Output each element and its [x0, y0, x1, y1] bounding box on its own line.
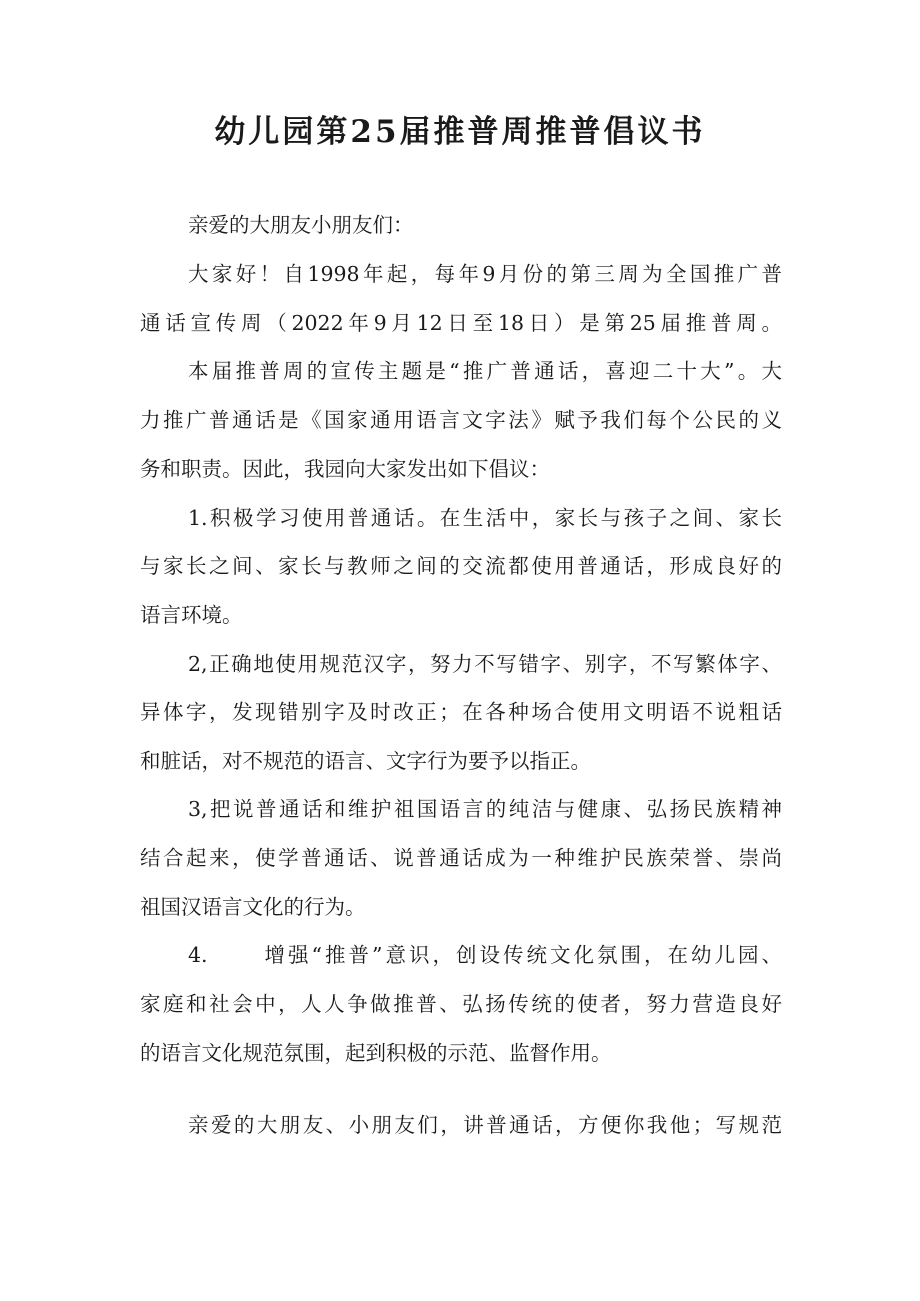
item-3-line-3: 祖国汉语言文化的行为。	[140, 895, 366, 919]
closing-line-1: 亲爱的大朋友、小朋友们，讲普通话，方便你我他；写规范	[188, 1113, 782, 1137]
item-1-line-3: 语言环境。	[140, 603, 243, 627]
item-2-line-1: 2,正确地使用规范汉字，努力不写错字、别字，不写繁体字、	[188, 652, 782, 676]
item-2-line-3: 和脏话，对不规范的语言、文字行为要予以指正。	[140, 749, 591, 773]
paragraph-1-line-2: 通话宣传周（2022年9月12日至18日）是第25届推普周。	[140, 311, 782, 335]
item-4-line-1	[188, 940, 782, 970]
paragraph-2-line-2: 力推广普通话是《国家通用语言文字法》赋予我们每个公民的义	[140, 408, 782, 432]
paragraph-2-line-3: 务和职责。因此，我园向大家发出如下倡议：	[140, 457, 550, 481]
item-1-line-1: 1.积极学习使用普通话。在生活中，家长与孩子之间、家长	[188, 506, 782, 530]
paragraph-2-line-1: 本届推普周的宣传主题是“推广普通话，喜迎二十大”。大	[188, 359, 782, 383]
item-4-line-3: 的语言文化规范氛围，起到积极的示范、监督作用。	[140, 1041, 612, 1065]
item-3-line-2: 结合起来，使学普通话、说普通话成为一种维护民族荣誉、崇尚	[140, 846, 782, 870]
item-4-number: 4.	[188, 943, 208, 967]
greeting-line: 亲爱的大朋友小朋友们：	[188, 213, 414, 237]
paragraph-1-line-1: 大家好！自1998年起，每年9月份的第三周为全国推广普	[188, 262, 782, 286]
item-3-line-1: 3,把说普通话和维护祖国语言的纯洁与健康、弘扬民族精神	[188, 797, 782, 821]
item-4-line-1-text: 增强“推普”意识，创设传统文化氛围，在幼儿园、	[261, 943, 782, 967]
document-title: 幼儿园第25届推普周推普倡议书	[214, 114, 706, 150]
item-1-line-2: 与家长之间、家长与教师之间的交流都使用普通话，形成良好的	[140, 554, 782, 578]
item-2-line-2: 异体字，发现错别字及时改正；在各种场合使用文明语不说粗话	[140, 700, 782, 724]
item-4-line-2: 家庭和社会中，人人争做推普、弘扬传统的使者，努力营造良好	[140, 992, 782, 1016]
